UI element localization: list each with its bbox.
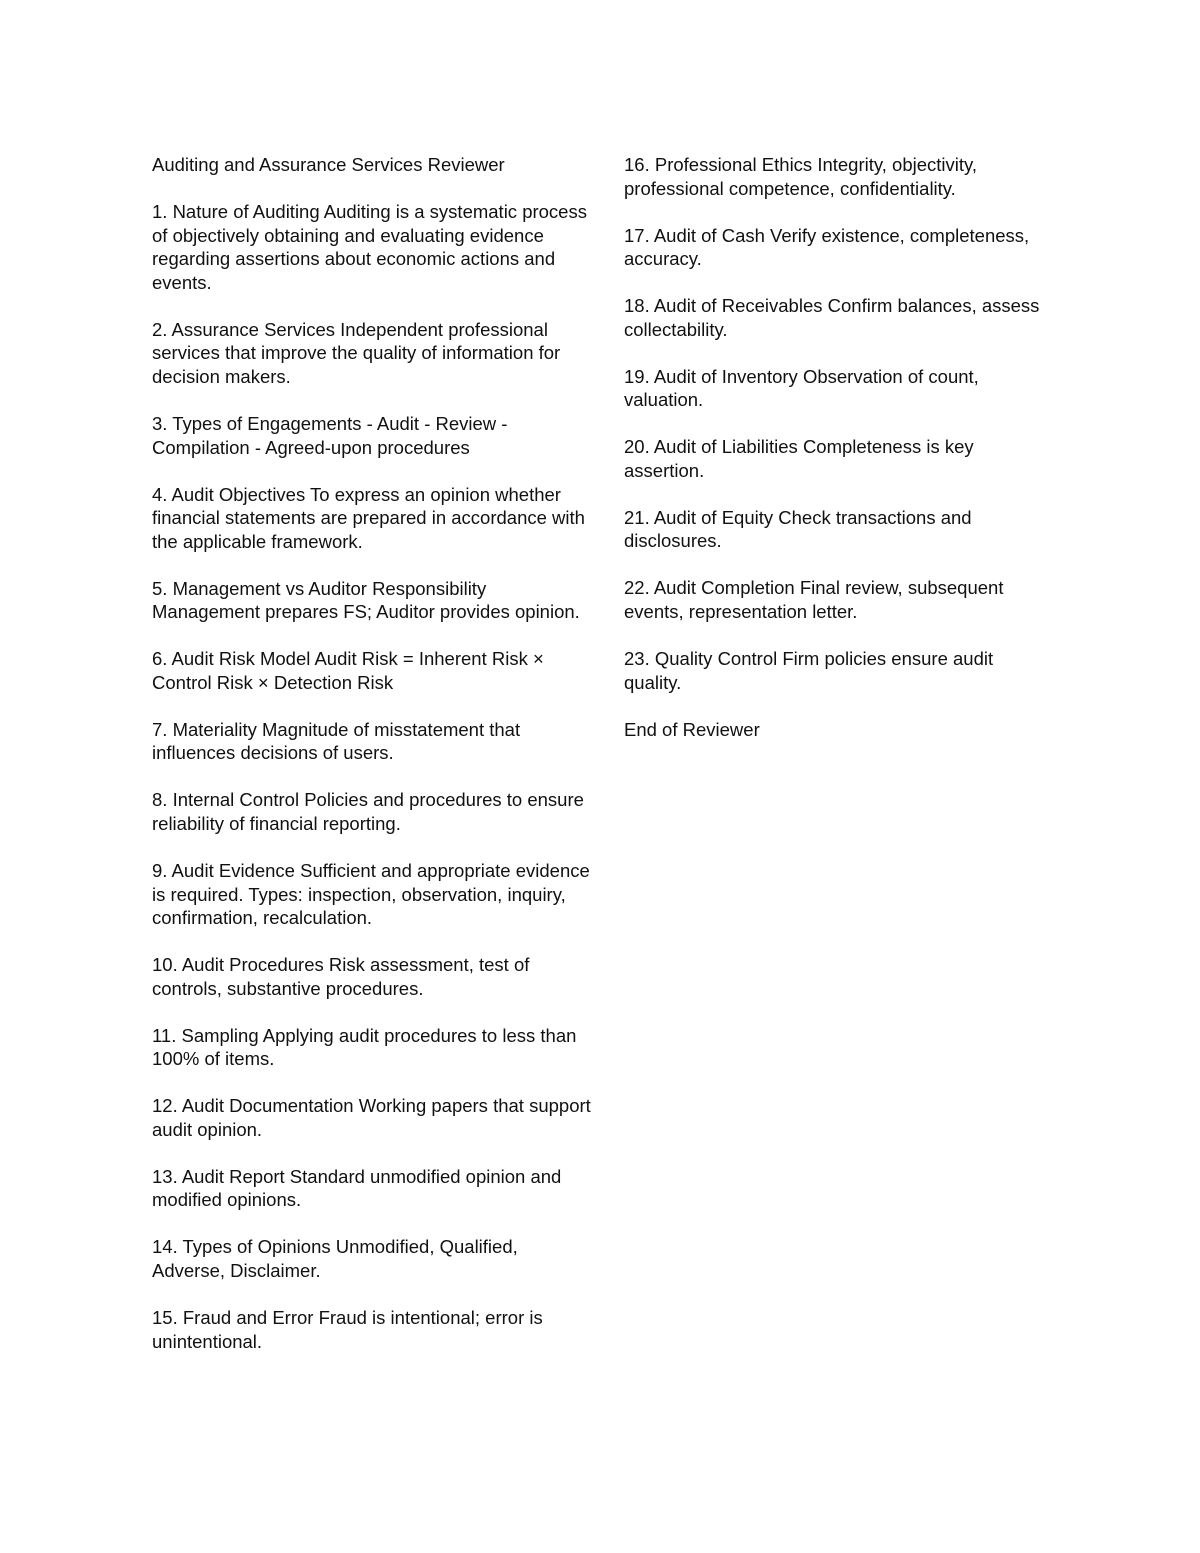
- section-23: 23. Quality Control Firm policies ensure audit quality.: [624, 648, 994, 693]
- section-1: 1. Nature of Auditing Auditing is a systematic process of objectively obtaining and evaluating evidence regarding assertions about economic actions and events.: [152, 200, 587, 293]
- end-note: End of Reviewer: [624, 718, 760, 740]
- section-11: 11. Sampling Applying audit procedures to less than 100% of items.: [152, 1024, 577, 1070]
- section-16: 16. Professional Ethics Integrity, objectivity, professional competence, confidentiality.: [624, 154, 978, 199]
- section-5: 5. Management vs Auditor Responsibility Management prepares FS; Auditor provides opinion.: [152, 577, 580, 623]
- section-13: 13. Audit Report Standard unmodified opinion and modified opinions.: [152, 1165, 562, 1211]
- document-title: Auditing and Assurance Services Reviewer: [152, 154, 505, 175]
- section-21: 21. Audit of Equity Check transactions and disclosures.: [624, 506, 972, 552]
- section-19: 19. Audit of Inventory Observation of count, valuation.: [624, 365, 979, 411]
- section-7: 7. Materiality Magnitude of misstatement that influences decisions of users.: [152, 718, 521, 764]
- section-2: 2. Assurance Services Independent professional services that improve the quality of information for decision makers.: [152, 318, 561, 387]
- section-9: 9. Audit Evidence Sufficient and appropriate evidence is required. Types: inspection, observation, inquiry, confirmation, recalculation.: [152, 859, 590, 929]
- right-column: [624, 153, 1054, 765]
- section-20: 20. Audit of Liabilities Completeness is key assertion.: [624, 436, 974, 481]
- section-8: 8. Internal Control Policies and procedures to ensure reliability of financial reporting.: [152, 789, 584, 834]
- section-22: 22. Audit Completion Final review, subsequent events, representation letter.: [624, 577, 1004, 623]
- section-3: 3. Types of Engagements - Audit - Review - Compilation - Agreed-upon procedures: [152, 412, 508, 458]
- section-17: 17. Audit of Cash Verify existence, completeness, accuracy.: [624, 224, 1030, 270]
- section-14: 14. Types of Opinions Unmodified, Qualified, Adverse, Disclaimer.: [152, 1236, 518, 1282]
- left-column: [152, 153, 592, 1377]
- section-12: 12. Audit Documentation Working papers that support audit opinion.: [152, 1095, 591, 1140]
- section-18: 18. Audit of Receivables Confirm balances, assess collectability.: [624, 295, 1040, 340]
- section-4: 4. Audit Objectives To express an opinion whether financial statements are prepared in accordance with the applicable framework.: [152, 483, 585, 552]
- section-6: 6. Audit Risk Model Audit Risk = Inherent Risk × Control Risk × Detection Risk: [152, 648, 544, 693]
- section-10: 10. Audit Procedures Risk assessment, test of controls, substantive procedures.: [152, 954, 530, 999]
- section-15: 15. Fraud and Error Fraud is intentional; error is unintentional.: [152, 1307, 543, 1352]
